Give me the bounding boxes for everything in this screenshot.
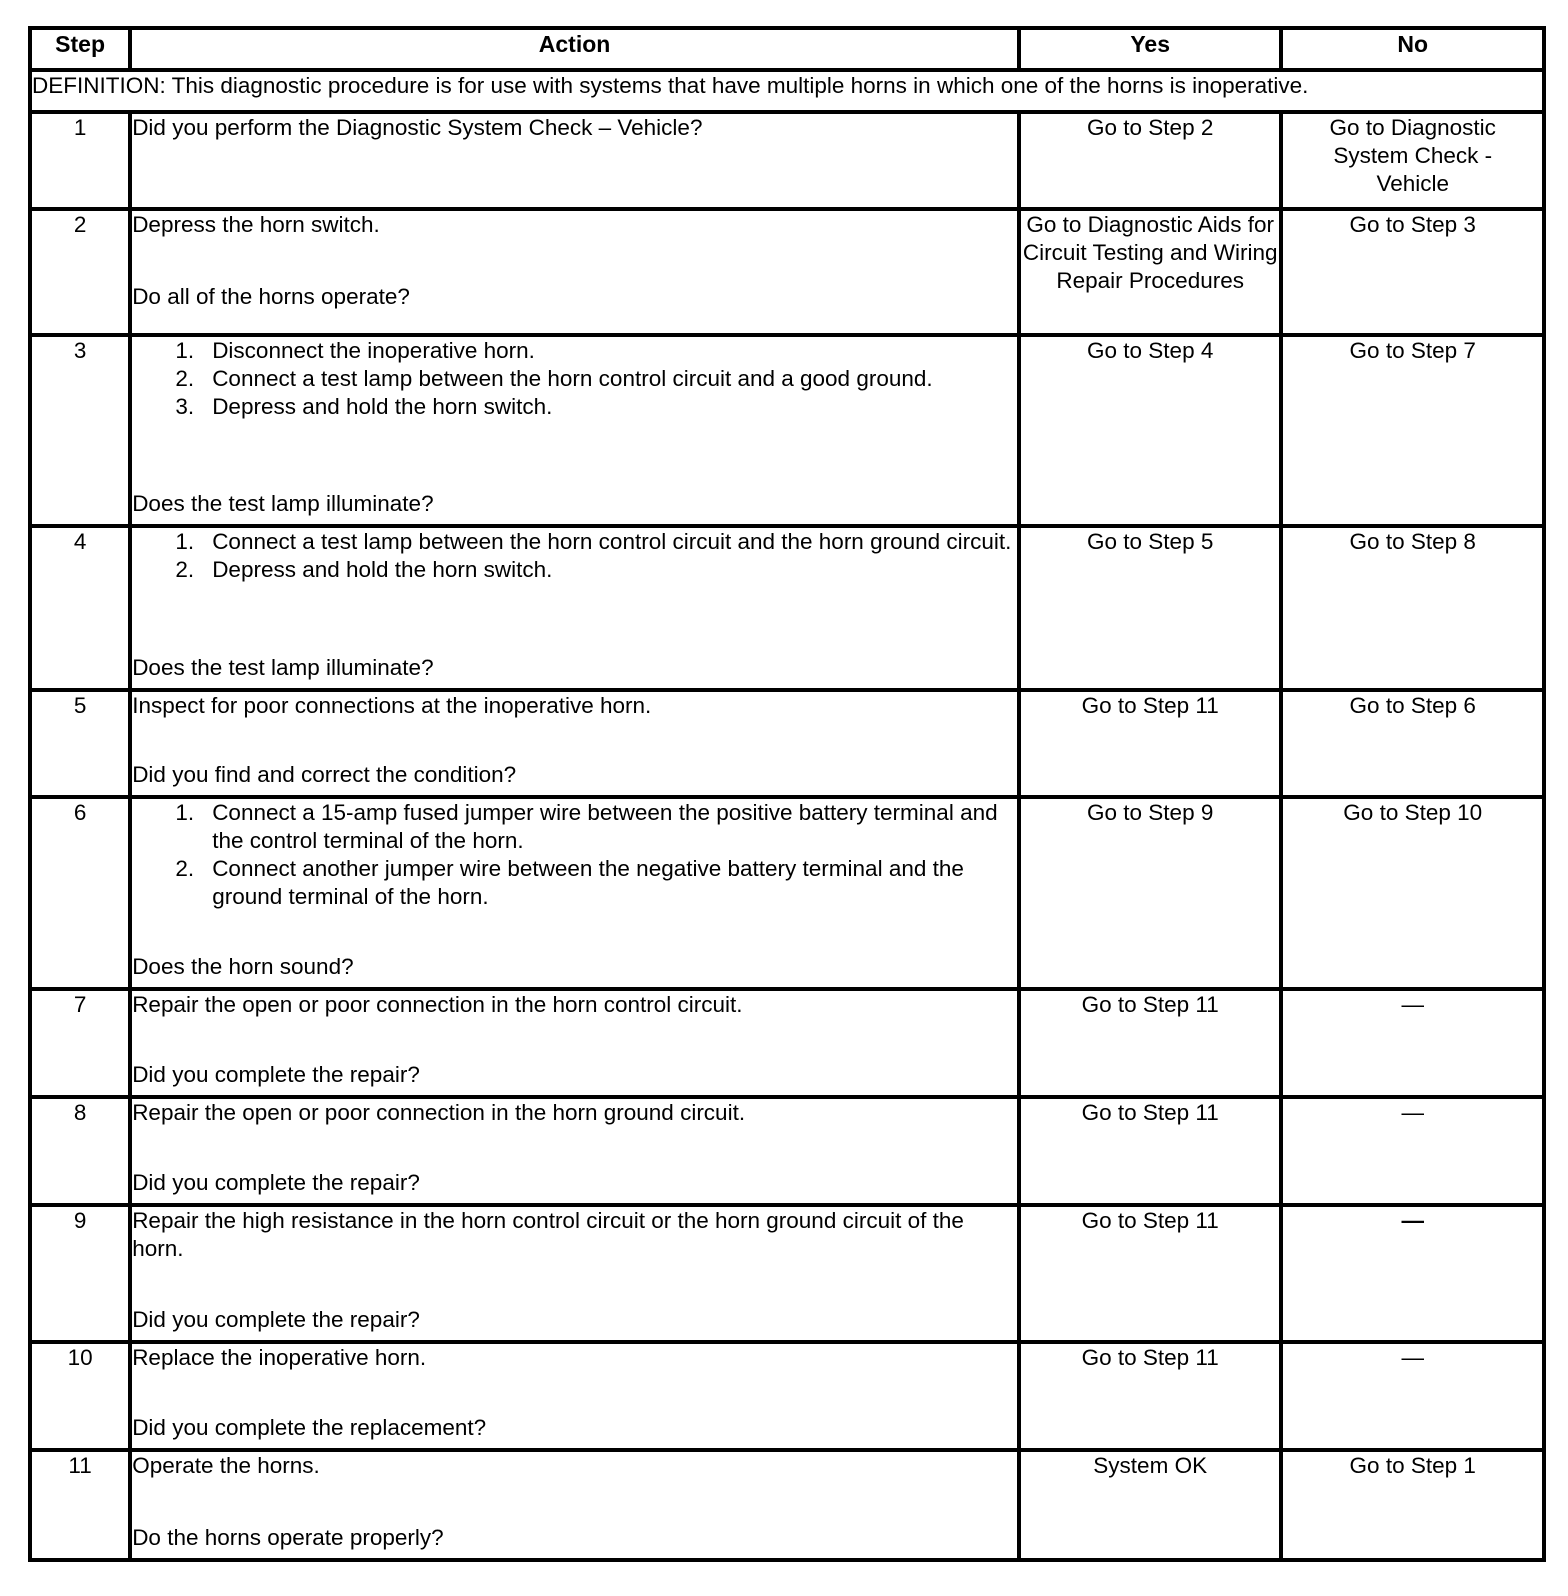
yes-cell: Go to Step 11 <box>1019 690 1282 797</box>
yes-cell: System OK <box>1019 1450 1282 1560</box>
action-question: Does the horn sound? <box>132 954 354 979</box>
table-row <box>30 1342 1544 1450</box>
yes-cell: Go to Step 11 <box>1019 989 1282 1097</box>
step-number: 6 <box>30 797 130 989</box>
action-intro: Repair the open or poor connection in the horn ground circuit. <box>132 1100 746 1125</box>
action-intro: Depress the horn switch. <box>132 212 380 237</box>
list-item: 1. Disconnect the inoperative horn. <box>175 338 535 363</box>
yes-cell: Go to Step 4 <box>1019 335 1282 526</box>
action-question: Did you complete the repair? <box>132 1062 420 1087</box>
no-cell: Go to Step 1 <box>1281 1450 1544 1560</box>
action-intro: Operate the horns. <box>132 1453 320 1478</box>
action-question: Did you complete the repair? <box>132 1307 420 1332</box>
action-cell <box>130 690 1019 797</box>
action-question: Did you find and correct the condition? <box>132 762 517 787</box>
step-number: 3 <box>30 335 130 526</box>
yes-cell: Go to Step 9 <box>1019 797 1282 989</box>
substep-list <box>132 528 1017 584</box>
no-cell <box>1281 112 1544 209</box>
step-number: 4 <box>30 526 130 690</box>
list-item: 2. Depress and hold the horn switch. <box>175 557 553 582</box>
action-cell <box>130 1450 1019 1560</box>
step-number: 8 <box>30 1097 130 1205</box>
no-cell: Go to Step 7 <box>1281 335 1544 526</box>
header-no: No <box>1281 28 1544 70</box>
table-row <box>30 1450 1544 1560</box>
definition-text: DEFINITION: This diagnostic procedure is for use with systems that have multiple horns in which one of the horns is inoperative. <box>30 70 1544 112</box>
no-cell: Go to Step 6 <box>1281 690 1544 797</box>
no-cell: Go to Step 10 <box>1281 797 1544 989</box>
action-cell <box>130 526 1019 690</box>
step-number: 1 <box>30 112 130 209</box>
action-intro: Inspect for poor connections at the inoperative horn. <box>132 693 652 718</box>
action-intro: Replace the inoperative horn. <box>132 1345 427 1370</box>
table-row <box>30 526 1544 690</box>
action-intro: Repair the high resistance in the horn control circuit or the horn ground circuit of the horn. <box>132 1208 964 1261</box>
substep-list <box>132 799 1017 911</box>
no-cell: — <box>1281 1205 1544 1342</box>
no-cell-text: Go to Diagnostic System Check - Vehicle <box>1329 115 1496 196</box>
header-row <box>30 28 1544 70</box>
yes-cell: Go to Step 11 <box>1019 1205 1282 1342</box>
step-number: 2 <box>30 209 130 335</box>
list-item: 2. Connect another jumper wire between the negative battery terminal and the ground terminal of the horn. <box>175 856 964 909</box>
action-cell <box>130 1342 1019 1450</box>
substep-list <box>132 337 1017 421</box>
action-cell <box>130 1097 1019 1205</box>
list-item: 3. Depress and hold the horn switch. <box>175 394 553 419</box>
yes-cell: Go to Step 11 <box>1019 1097 1282 1205</box>
action-cell <box>130 797 1019 989</box>
definition-row <box>30 70 1544 112</box>
action-question: Do all of the horns operate? <box>132 284 410 309</box>
table-row <box>30 797 1544 989</box>
table-row <box>30 1097 1544 1205</box>
action-intro: Did you perform the Diagnostic System Check – Vehicle? <box>132 115 703 140</box>
yes-cell: Go to Step 2 <box>1019 112 1282 209</box>
action-question: Did you complete the repair? <box>132 1170 420 1195</box>
table-row <box>30 690 1544 797</box>
table-row <box>30 209 1544 335</box>
no-cell: Go to Step 3 <box>1281 209 1544 335</box>
action-question: Does the test lamp illuminate? <box>132 491 434 516</box>
yes-cell: Go to Step 11 <box>1019 1342 1282 1450</box>
action-cell <box>130 112 1019 209</box>
table-row <box>30 989 1544 1097</box>
table-row <box>30 335 1544 526</box>
header-action: Action <box>130 28 1019 70</box>
action-question: Do the horns operate properly? <box>132 1525 444 1550</box>
list-item: 2. Connect a test lamp between the horn control circuit and a good ground. <box>175 366 933 391</box>
table-row <box>30 1205 1544 1342</box>
list-item: 1. Connect a test lamp between the horn control circuit and the horn ground circuit. <box>175 529 1012 554</box>
no-cell: — <box>1281 989 1544 1097</box>
action-intro: Repair the open or poor connection in the horn control circuit. <box>132 992 743 1017</box>
action-cell <box>130 1205 1019 1342</box>
yes-cell: Go to Diagnostic Aids for Circuit Testing and Wiring Repair Procedures <box>1019 209 1282 335</box>
header-yes: Yes <box>1019 28 1282 70</box>
no-cell: — <box>1281 1342 1544 1450</box>
list-item: 1. Connect a 15-amp fused jumper wire between the positive battery terminal and the control terminal of the horn. <box>175 800 998 853</box>
diagnostic-table <box>28 26 1546 1562</box>
no-cell: Go to Step 8 <box>1281 526 1544 690</box>
action-question: Did you complete the replacement? <box>132 1415 487 1440</box>
action-cell <box>130 335 1019 526</box>
step-number: 10 <box>30 1342 130 1450</box>
step-number: 5 <box>30 690 130 797</box>
no-cell: — <box>1281 1097 1544 1205</box>
action-question: Does the test lamp illuminate? <box>132 655 434 680</box>
step-number: 9 <box>30 1205 130 1342</box>
step-number: 11 <box>30 1450 130 1560</box>
action-cell <box>130 209 1019 335</box>
action-cell <box>130 989 1019 1097</box>
header-step: Step <box>30 28 130 70</box>
yes-cell: Go to Step 5 <box>1019 526 1282 690</box>
table-row <box>30 112 1544 209</box>
step-number: 7 <box>30 989 130 1097</box>
